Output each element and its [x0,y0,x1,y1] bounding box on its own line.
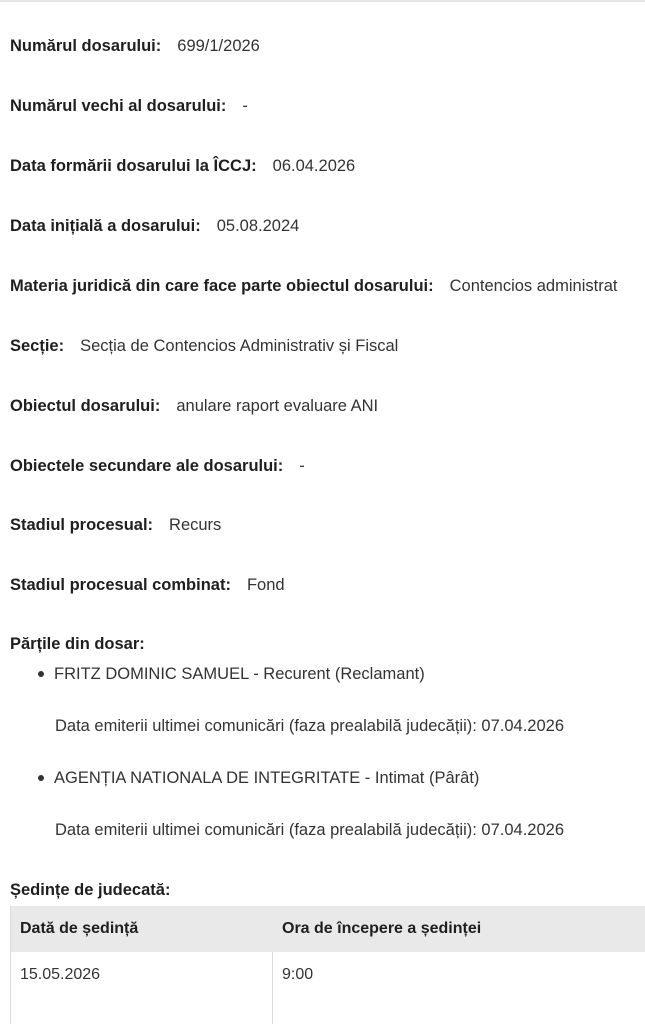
field-value: - [299,457,305,475]
parties-title: Părțile din dosar: [10,635,145,653]
bullet-icon [38,671,44,677]
field-case-object [10,396,378,416]
field-initial-date [10,216,299,236]
table-row [11,952,645,1024]
party-name: AGENȚIA NATIONALA DE INTEGRITATE - Intimat (Pârât) [54,769,480,787]
field-label: Data inițială a dosarului: [10,217,201,235]
party-communication: Data emiterii ultimei comunicări (faza prealabilă judecății): 07.04.2026 [55,717,565,735]
party-item [38,768,479,788]
party-communication: Data emiterii ultimei comunicări (faza prealabilă judecății): 07.04.2026 [55,821,565,839]
field-value: Contencios administrat [449,277,618,295]
bullet-icon [38,775,44,781]
session-time-cell: 9:00 [282,966,314,983]
field-label: Stadiul procesual: [10,516,154,534]
field-value: 699/1/2026 [177,37,260,55]
top-divider [0,0,645,2]
sessions-table [10,906,645,1024]
field-case-number [10,36,260,56]
field-value: anulare raport evaluare ANI [176,397,379,415]
column-header-time: Ora de începere a ședinței [282,920,482,937]
field-value: 05.08.2024 [216,217,300,235]
field-value: Fond [246,576,285,594]
field-label: Numărul vechi al dosarului: [10,97,227,115]
field-procedural-stage [10,515,221,535]
column-header-date: Dată de ședință [20,920,139,937]
field-old-case-number [10,96,248,116]
field-section [10,336,398,356]
field-secondary-objects [10,456,305,476]
field-value: Secția de Contencios Administrativ și Fiscal [80,337,399,355]
field-label: Materia juridică din care face parte obiectul dosarului: [10,277,434,295]
field-value: Recurs [169,516,222,534]
field-label: Obiectul dosarului: [10,397,161,415]
field-value: - [242,97,248,115]
session-date-cell: 15.05.2026 [11,952,273,1024]
field-label: Numărul dosarului: [10,37,162,55]
party-item [38,664,425,684]
field-label: Stadiul procesual combinat: [10,576,231,594]
field-value: 06.04.2026 [272,157,356,175]
sessions-title: Ședințe de judecată: [10,881,171,899]
field-combined-stage [10,575,285,595]
party-name: FRITZ DOMINIC SAMUEL - Recurent (Reclamant) [54,665,425,683]
table-header [11,906,645,952]
field-label: Obiectele secundare ale dosarului: [10,457,284,475]
field-label: Secție: [10,337,65,355]
field-label: Data formării dosarului la ÎCCJ: [10,157,257,175]
field-legal-matter [10,276,617,296]
field-formation-date [10,156,355,176]
